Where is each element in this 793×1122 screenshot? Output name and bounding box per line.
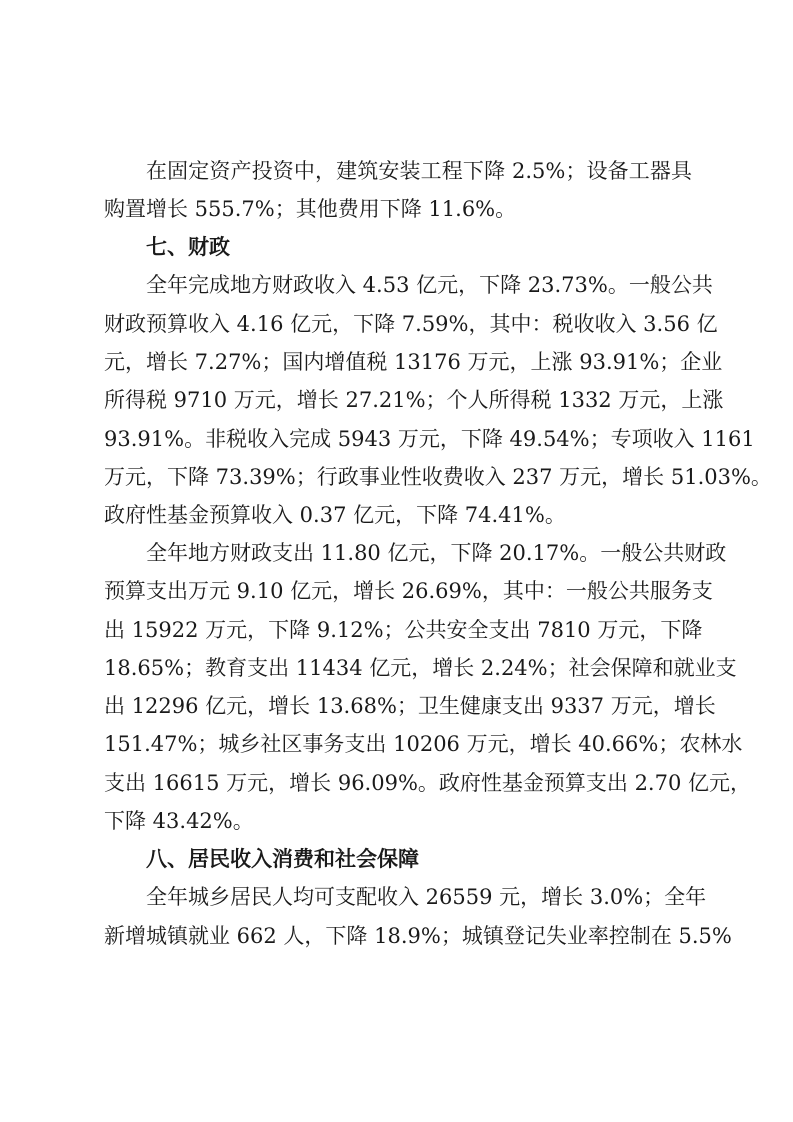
text-line: 全年地方财政支出 11.80 亿元，下降 20.17%。一般公共财政 [146,541,727,565]
text-line: 出 15922 万元，下降 9.12%；公共安全支出 7810 万元，下降 [104,618,703,642]
text-line: 购置增长 555.7%；其他费用下降 11.6%。 [104,197,517,221]
text-line: 出 12296 亿元，增长 13.68%；卫生健康支出 9337 万元，增长 [104,694,716,718]
text-line: 政府性基金预算收入 0.37 亿元，下降 74.41%。 [104,503,566,527]
text-line: 在固定资产投资中，建筑安装工程下降 2.5%；设备工器具 [146,159,692,183]
section-heading-income: 八、居民收入消费和社会保障 [146,847,419,871]
text-line: 所得税 9710 万元，增长 27.21%；个人所得税 1332 万元，上涨 [104,388,724,412]
text-line: 新增城镇就业 662 人，下降 18.9%；城镇登记失业率控制在 5.5% [104,924,732,948]
text-line: 全年城乡居民人均可支配收入 26559 元，增长 3.0%；全年 [146,885,707,909]
text-line: 18.65%；教育支出 11434 亿元，增长 2.24%；社会保障和就业支 [104,656,737,680]
text-line: 支出 16615 万元，增长 96.09%。政府性基金预算支出 2.70 亿元， [104,771,752,795]
text-line: 下降 43.42%。 [104,809,254,833]
text-line: 元，增长 7.27%；国内增值税 13176 万元，上涨 93.91%；企业 [104,350,723,374]
text-line: 93.91%。非税收入完成 5943 万元，下降 49.54%；专项收入 1161 [104,427,755,451]
section-heading-finance: 七、财政 [146,235,230,259]
text-line: 万元，下降 73.39%；行政事业性收费收入 237 万元，增长 51.03%。 [104,465,772,489]
text-line: 预算支出万元 9.10 亿元，增长 26.69%，其中：一般公共服务支 [104,579,713,603]
text-line: 全年完成地方财政收入 4.53 亿元，下降 23.73%。一般公共 [146,273,713,297]
text-line: 财政预算收入 4.16 亿元，下降 7.59%，其中：税收收入 3.56 亿 [104,312,718,336]
text-line: 151.47%；城乡社区事务支出 10206 万元，增长 40.66%；农林水 [104,732,743,756]
